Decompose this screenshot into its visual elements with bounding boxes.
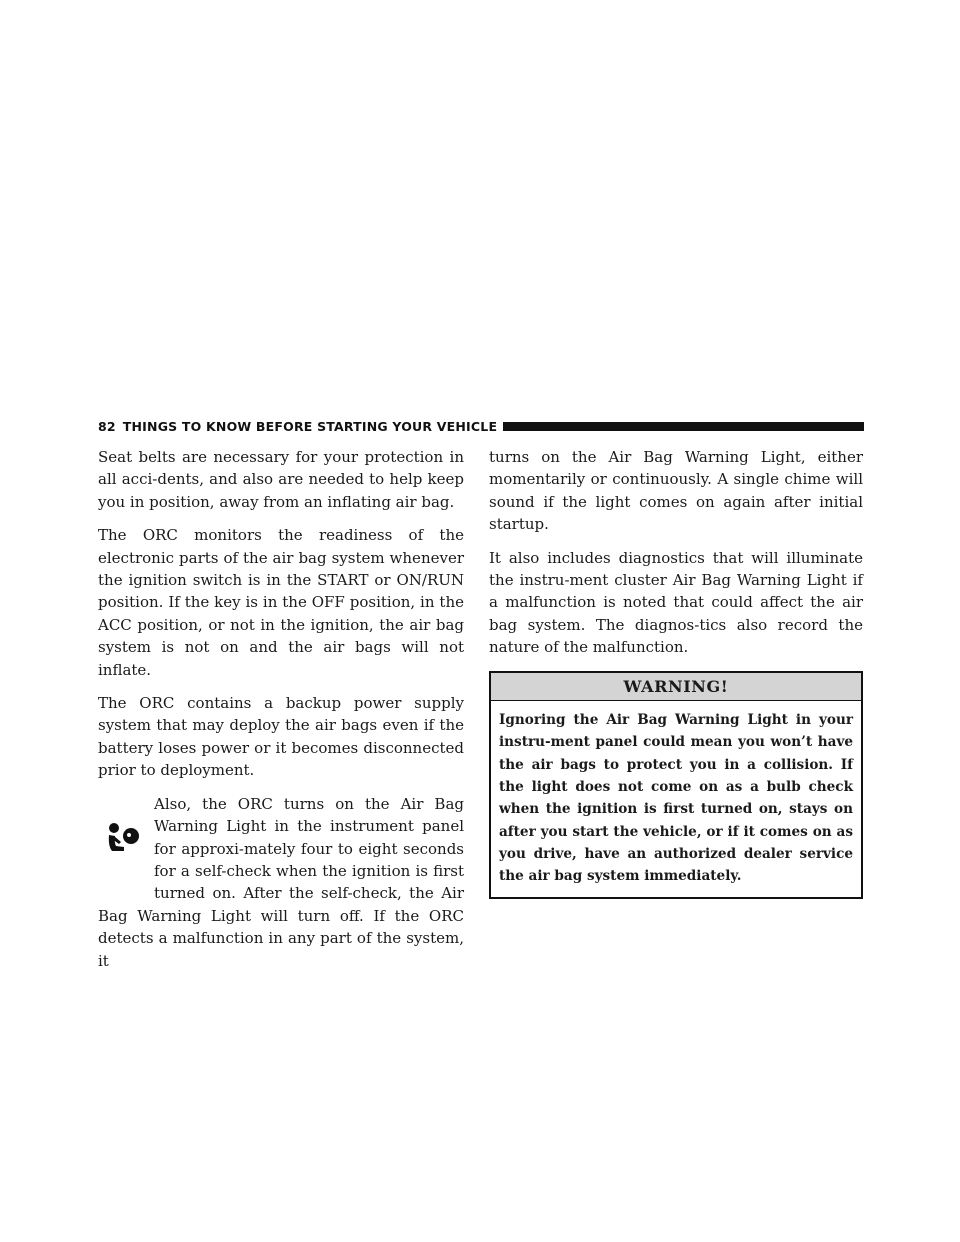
paragraph-warning-light-text: Also, the ORC turns on the Air Bag Warning Light in the instrument panel for approxi-mately four to eight seconds for a self-check when the ignition is first turned on. After the self-check, the Air Bag Warning Light will turn off. If the ORC detects a malfunction in any part of the system, it — [98, 794, 464, 970]
left-column — [98, 446, 464, 983]
paragraph-turns-on-light: turns on the Air Bag Warning Light, either momentarily or continuously. A single chime will sound if the light comes on again after initial startup. — [489, 448, 863, 534]
page-number: 82 — [98, 418, 116, 434]
warning-body: Ignoring the Air Bag Warning Light in your instru-ment panel could mean you won’t have the air bags to protect you in a collision. If the light does not come on as a bulb check when the ignition is first turned on, stays on after you start the vehicle, or if it comes on as you drive, have an authorized dealer service the air bag system immediately. — [499, 712, 853, 885]
paragraph-orc-monitors: The ORC monitors the readiness of the electronic parts of the air bag system whenever the ignition switch is in the START or ON/RUN position. If the key is in the OFF position, in the ACC position, or not in the ignition, the air bag system is not on and the air bags will not inflate. — [98, 526, 464, 679]
right-column — [489, 446, 863, 899]
paragraph-seat-belts: Seat belts are necessary for your protection in all acci-dents, and also are needed to help keep you in position, away from an inflating air bag. — [98, 448, 464, 511]
warning-title: WARNING! — [491, 673, 861, 701]
paragraph-backup-power: The ORC contains a backup power supply system that may deploy the air bags even if the battery loses power or it becomes disconnected prior to deployment. — [98, 694, 464, 780]
page-header — [98, 417, 864, 435]
airbag-warning-icon — [98, 793, 146, 883]
paragraph-warning-light — [98, 793, 464, 972]
header-rule — [503, 422, 864, 431]
running-title: THINGS TO KNOW BEFORE STARTING YOUR VEHICLE — [122, 418, 498, 434]
warning-box — [489, 671, 863, 900]
paragraph-diagnostics: It also includes diagnostics that will illuminate the instru-ment cluster Air Bag Warning Light if a malfunction is noted that could affect the air bag system. The diagnos-tics also record the nature of the malfunction. — [489, 548, 863, 657]
